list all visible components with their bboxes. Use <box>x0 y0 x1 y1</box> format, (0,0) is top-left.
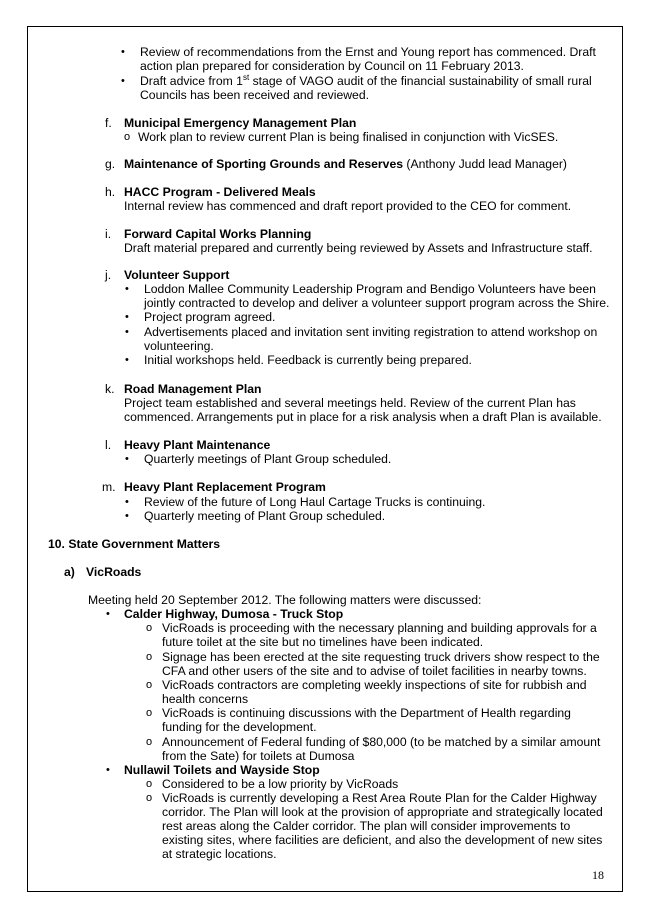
item-i-text: Draft material prepared and currently being reviewed by Assets and Infrastructure staff. <box>124 241 593 255</box>
intro-bullet-2-line-1: Draft advice from 1st stage of VAGO audit of the financial sustainability of small rural <box>140 72 592 88</box>
nullawil-item-2-line-1: VicRoads is currently developing a Rest Area Route Plan for the Calder Highway <box>162 791 597 805</box>
item-h-label: h. <box>105 185 116 199</box>
item-f-sub: Work plan to review current Plan is being finalised in conjunction with VicSES. <box>138 130 559 144</box>
nullawil-item-2-line-3: rest areas along the Calder corridor. The plan will consider improvements to <box>162 819 571 833</box>
vicroads-meeting: Meeting held 20 September 2012. The following matters were discussed: <box>88 593 482 607</box>
item-h-title: HACC Program - Delivered Meals <box>124 185 316 199</box>
item-g-text: Maintenance of Sporting Grounds and Reserves (Anthony Judd lead Manager) <box>124 157 567 171</box>
bullet-icon: • <box>125 311 129 323</box>
nullawil-item-2-line-4: existing sites, where facilities are deficient, and also the development of new sites <box>162 833 603 847</box>
item-k-label: k. <box>105 382 115 396</box>
item-m-bullet-1: Review of the future of Long Haul Cartage Trucks is continuing. <box>144 495 486 509</box>
bullet-icon: • <box>125 453 129 465</box>
calder-item-2-line-1: Signage has been erected at the site requesting truck drivers show respect to the <box>162 650 600 664</box>
circle-bullet-icon: o <box>146 622 153 634</box>
intro-bullet-2-line-2: Councils has been received and reviewed. <box>140 88 369 102</box>
item-m-title: Heavy Plant Replacement Program <box>124 480 326 494</box>
calder-title: Calder Highway, Dumosa - Truck Stop <box>124 607 344 621</box>
item-j-bullet-3-line-1: Advertisements placed and invitation sent inviting registration to attend workshop on <box>144 325 598 339</box>
calder-item-2-line-2: CFA and other users of the site and to advise of toilet facilities in nearby towns. <box>162 664 587 678</box>
item-k-text-line-1: Project team established and several meetings held. Review of the current Plan has <box>124 396 576 410</box>
calder-item-3-line-2: health concerns <box>162 692 249 706</box>
nullawil-item-2-line-5: at strategic locations. <box>162 847 277 861</box>
item-j-bullet-1-line-1: Loddon Mallee Community Leadership Program and Bendigo Volunteers have been <box>144 282 596 296</box>
nullawil-item-1: Considered to be a low priority by VicRoads <box>162 777 399 791</box>
calder-item-4-line-1: VicRoads is continuing discussions with the Department of Health regarding <box>162 706 571 720</box>
bullet-icon: • <box>106 608 110 620</box>
item-k-title: Road Management Plan <box>124 382 262 396</box>
calder-item-1-line-1: VicRoads is proceeding with the necessary planning and building approvals for a <box>162 621 597 635</box>
vicroads-title: VicRoads <box>86 565 142 579</box>
nullawil-title: Nullawil Toilets and Wayside Stop <box>124 763 320 777</box>
section-10-heading: 10. State Government Matters <box>48 537 221 551</box>
item-h-text: Internal review has commenced and draft report provided to the CEO for comment. <box>124 199 572 213</box>
intro-bullet-1-line-1: Review of recommendations from the Ernst and Young report has commenced. Draft <box>140 45 596 59</box>
calder-item-5-line-2: from the Sate) for toilets at Dumosa <box>162 749 355 763</box>
circle-bullet-icon: o <box>146 651 153 663</box>
item-j-label: j. <box>105 268 112 282</box>
vicroads-label: a) <box>64 565 75 579</box>
calder-item-3-line-1: VicRoads contractors are completing weekly inspections of site for rubbish and <box>162 678 587 692</box>
bullet-icon: • <box>106 764 110 776</box>
item-m-bullet-2: Quarterly meeting of Plant Group scheduled. <box>144 509 386 523</box>
nullawil-item-2-line-2: corridor. The Plan will look at the provision of appropriate and strategically located <box>162 805 603 819</box>
item-f-label: f. <box>105 116 112 130</box>
bullet-icon: • <box>121 75 125 87</box>
item-i-label: i. <box>105 227 112 241</box>
bullet-icon: • <box>121 46 125 58</box>
item-l-title: Heavy Plant Maintenance <box>124 438 271 452</box>
item-i-title: Forward Capital Works Planning <box>124 227 312 241</box>
item-j-bullet-3-line-2: volunteering. <box>144 339 214 353</box>
item-l-bullet-1: Quarterly meetings of Plant Group scheduled. <box>144 452 392 466</box>
circle-bullet-icon: o <box>146 736 153 748</box>
item-g-label: g. <box>105 157 116 171</box>
item-k-text-line-2: commenced. Arrangements put in place for a risk analysis when a draft Plan is available. <box>124 410 602 424</box>
item-j-bullet-4: Initial workshops held. Feedback is currently being prepared. <box>144 353 472 367</box>
bullet-icon: • <box>125 354 129 366</box>
page-number: 18 <box>592 868 604 882</box>
bullet-icon: • <box>125 496 129 508</box>
bullet-icon: • <box>125 326 129 338</box>
circle-bullet-icon: o <box>146 707 153 719</box>
circle-bullet-icon: o <box>146 792 153 804</box>
item-l-label: l. <box>105 438 112 452</box>
item-j-title: Volunteer Support <box>124 268 230 282</box>
item-m-label: m. <box>102 480 116 494</box>
circle-bullet-icon: o <box>146 679 153 691</box>
item-j-bullet-2: Project program agreed. <box>144 310 276 324</box>
intro-bullet-1-line-2: action plan prepared for consideration by Council on 11 February 2013. <box>140 59 524 73</box>
calder-item-1-line-2: future toilet at the site but no timelines have been indicated. <box>162 635 484 649</box>
item-f-title: Municipal Emergency Management Plan <box>124 116 357 130</box>
calder-item-4-line-2: funding for the development. <box>162 720 317 734</box>
bullet-icon: • <box>125 510 129 522</box>
item-j-bullet-1-line-2: jointly contracted to develop and deliver a volunteer support program across the Shire. <box>144 296 610 310</box>
circle-bullet-icon: o <box>124 131 131 143</box>
calder-item-5-line-1: Announcement of Federal funding of $80,000 (to be matched by a similar amount <box>162 735 601 749</box>
bullet-icon: • <box>125 283 129 295</box>
circle-bullet-icon: o <box>146 778 153 790</box>
